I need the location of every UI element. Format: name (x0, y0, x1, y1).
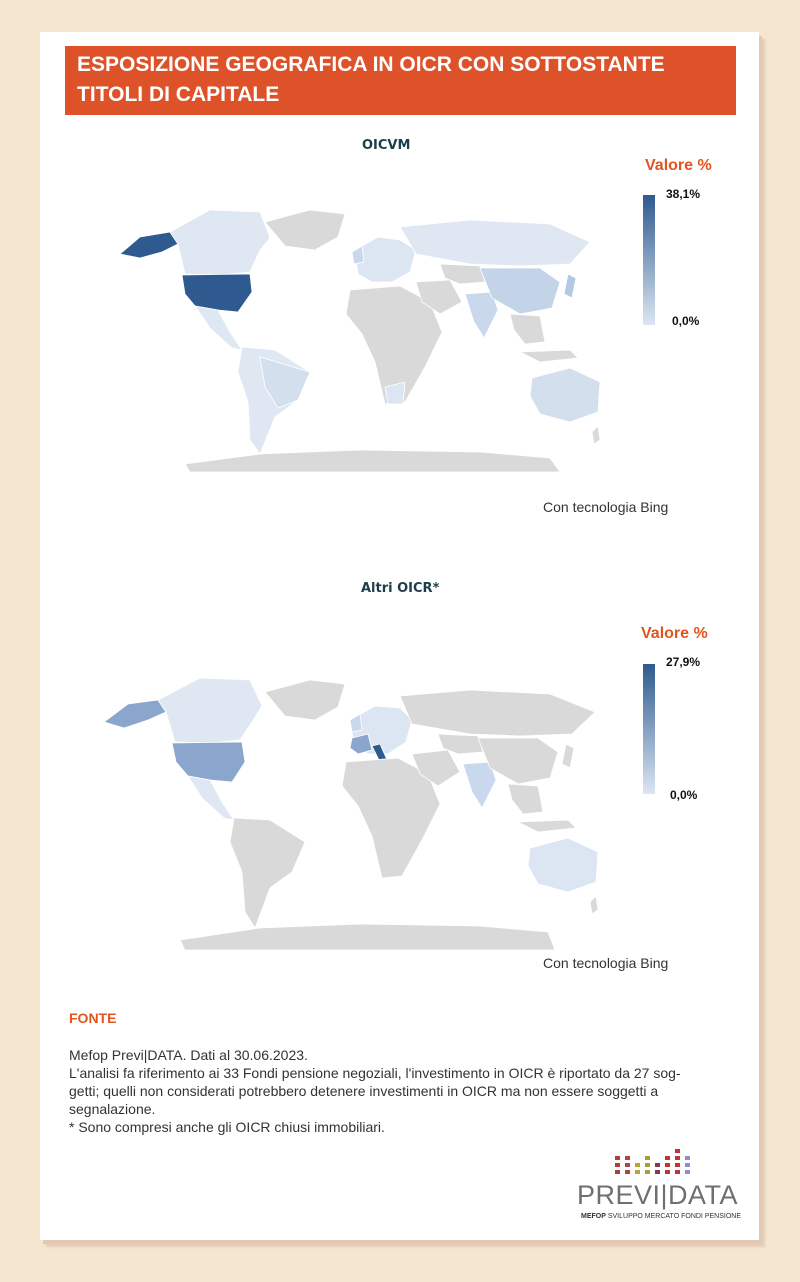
world-map-altri (100, 650, 600, 950)
region-south-america (230, 818, 305, 928)
logo-bars-icon (577, 1142, 737, 1182)
region-uk (350, 714, 362, 732)
legend-min-altri: 0,0% (670, 788, 698, 802)
region-usa (182, 274, 252, 312)
region-antarctica (185, 450, 560, 472)
source-line: segnalazione. (69, 1101, 156, 1117)
source-line: L'analisi fa riferimento ai 33 Fondi pensione negoziali, l'investimento in OICR è riportato da 27 sog- (69, 1065, 681, 1081)
legend-title-altri: Valore % (641, 625, 708, 642)
legend-gradient-altri (643, 664, 655, 794)
region-australia (528, 838, 598, 892)
region-alaska (104, 700, 166, 728)
world-map-oicvm (100, 182, 600, 472)
region-se-asia (510, 314, 545, 344)
title-line-2: TITOLI DI CAPITALE (77, 83, 280, 106)
region-se-asia (508, 784, 543, 814)
source-text (69, 1046, 729, 1136)
source-line: Mefop Previ|DATA. Dati al 30.06.2023. (69, 1047, 308, 1063)
region-greenland (265, 210, 345, 250)
region-canada (158, 678, 262, 743)
region-indonesia (520, 350, 578, 362)
infographic-card (40, 32, 759, 1240)
legend-max-altri: 27,9% (666, 655, 701, 669)
logo-wordmark: PREVI|DATA (577, 1180, 739, 1210)
region-usa (172, 742, 245, 782)
legend-min-oicvm: 0,0% (672, 314, 700, 328)
region-antarctica (180, 924, 555, 950)
region-greenland (265, 680, 345, 720)
previdata-logo (577, 1142, 741, 1227)
region-uk (352, 246, 364, 264)
logo-tagline: MEFOP SVILUPPO MERCATO FONDI PENSIONE (581, 1213, 741, 1220)
region-japan (562, 744, 574, 768)
source-line: getti; quelli non considerati potrebbero detenere investimenti in OICR ma non essere soggetti a (69, 1083, 659, 1099)
region-new-zealand (590, 896, 598, 914)
region-new-zealand (592, 426, 600, 444)
map-title-oicvm: OICVM (362, 138, 411, 153)
region-japan (564, 274, 576, 298)
source-line: * Sono compresi anche gli OICR chiusi immobiliari. (69, 1119, 385, 1135)
region-europe (355, 237, 416, 282)
region-russia (400, 690, 595, 736)
map-attribution-altri: Con tecnologia Bing (543, 955, 669, 971)
source-heading: FONTE (69, 1010, 117, 1026)
title-line-1: ESPOSIZIONE GEOGRAFICA IN OICR CON SOTTOSTANTE (77, 53, 665, 76)
page-title (65, 46, 736, 115)
region-canada (170, 210, 270, 275)
map-attribution-oicvm: Con tecnologia Bing (543, 499, 669, 515)
map-title-altri: Altri OICR* (361, 581, 440, 596)
legend-max-oicvm: 38,1% (666, 187, 701, 201)
legend-gradient-oicvm (643, 195, 655, 325)
legend-title-oicvm: Valore % (645, 157, 712, 174)
region-alaska (120, 232, 178, 258)
region-mexico (195, 306, 242, 350)
region-mexico (188, 776, 234, 820)
region-indonesia (518, 820, 576, 832)
region-russia (400, 220, 590, 266)
region-australia (530, 368, 600, 422)
